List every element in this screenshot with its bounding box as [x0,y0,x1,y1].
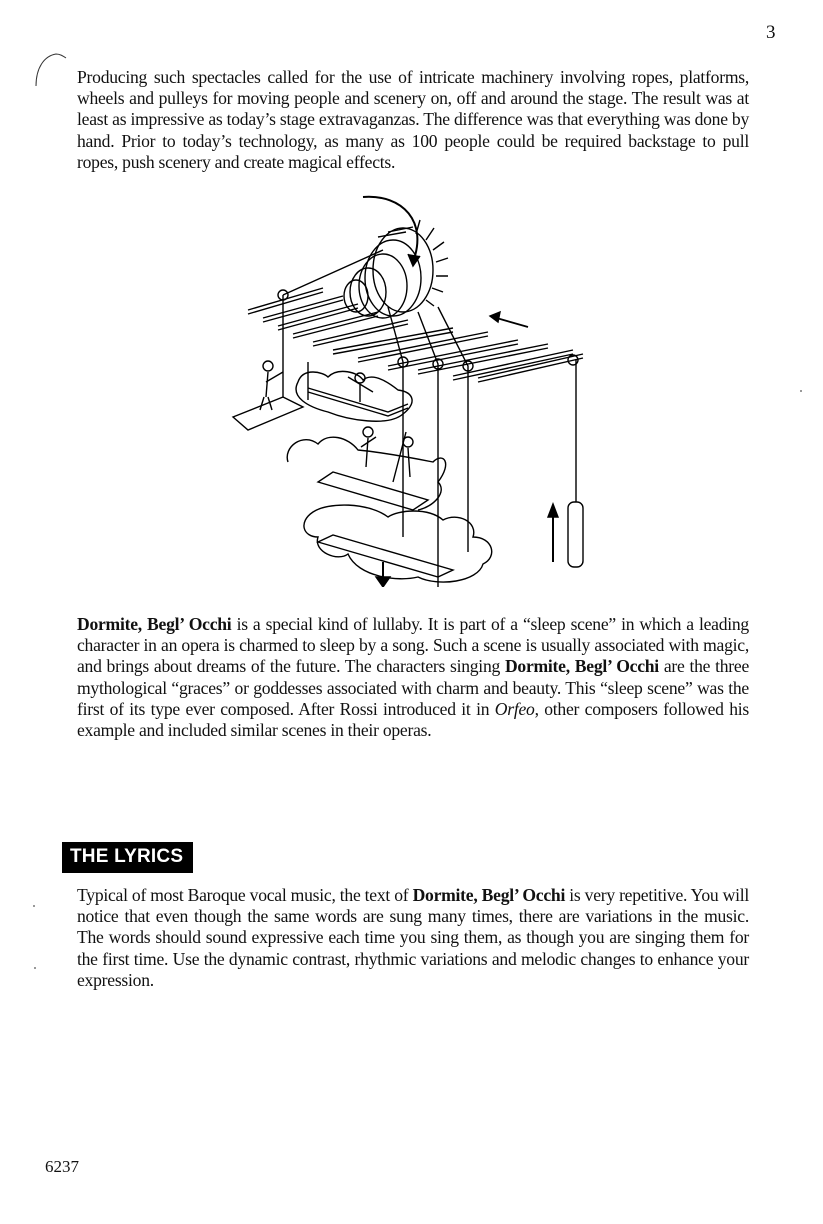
scan-speck [34,967,36,969]
grid-beams [248,288,583,382]
paragraph-text: are the three mythological “graces” or goddesses associated with charm and beauty. This “sleep scene” was the first of its type ever composed. After Rossi introduced it in [77,656,750,719]
song-title: Dormite, Begl’ Occhi [412,885,566,905]
song-title: Dormite, Begl’ Occhi [77,614,232,634]
paragraph-text: , other composers followed his example and included similar scenes in their operas. [77,698,749,741]
scan-speck [800,390,802,392]
sleep-scene-paragraph [77,614,749,741]
opera-title: Orfeo [494,698,535,719]
intro-paragraph: Producing such spectacles called for the use of intricate machinery involving ropes, platforms, wheels and pulleys for moving people and scenery on, off and around the stage. The result was at least as impressive as today’s stage extravaganzas. The difference was that everything was done by hand. Prior to today’s technology, as many as 100 people could be required backstage to pull ropes, push scenery and create magical effects. [77,67,750,172]
stage-machinery-illustration [228,192,598,587]
footer-code: 6237 [45,1157,79,1176]
paragraph-text: Typical of most Baroque vocal music, the text of [77,885,413,905]
paragraph-text: is a special kind of lullaby. It is part of a “sleep scene” in which a leading character in an opera is charmed to sleep by a song. Such a scene is usually associated with magic, and brings about dreams of the future. The characters singing [77,614,749,677]
section-heading-lyrics: THE LYRICS [62,842,193,873]
scan-speck [33,905,35,907]
paragraph-text: is very repetitive. You will notice that even though the same words are sung many times, there are variations in the music. The words should sound expressive each time you sing them, as though you are singing them for the first time. Use the dynamic contrast, rhythmic variations and melodic changes to enhance your expression. [77,885,749,990]
page-number: 3 [766,22,776,43]
drum-wheel [344,220,448,318]
lyrics-paragraph [77,885,749,991]
corner-crop-mark [30,48,70,88]
song-title: Dormite, Begl’ Occhi [504,656,659,677]
